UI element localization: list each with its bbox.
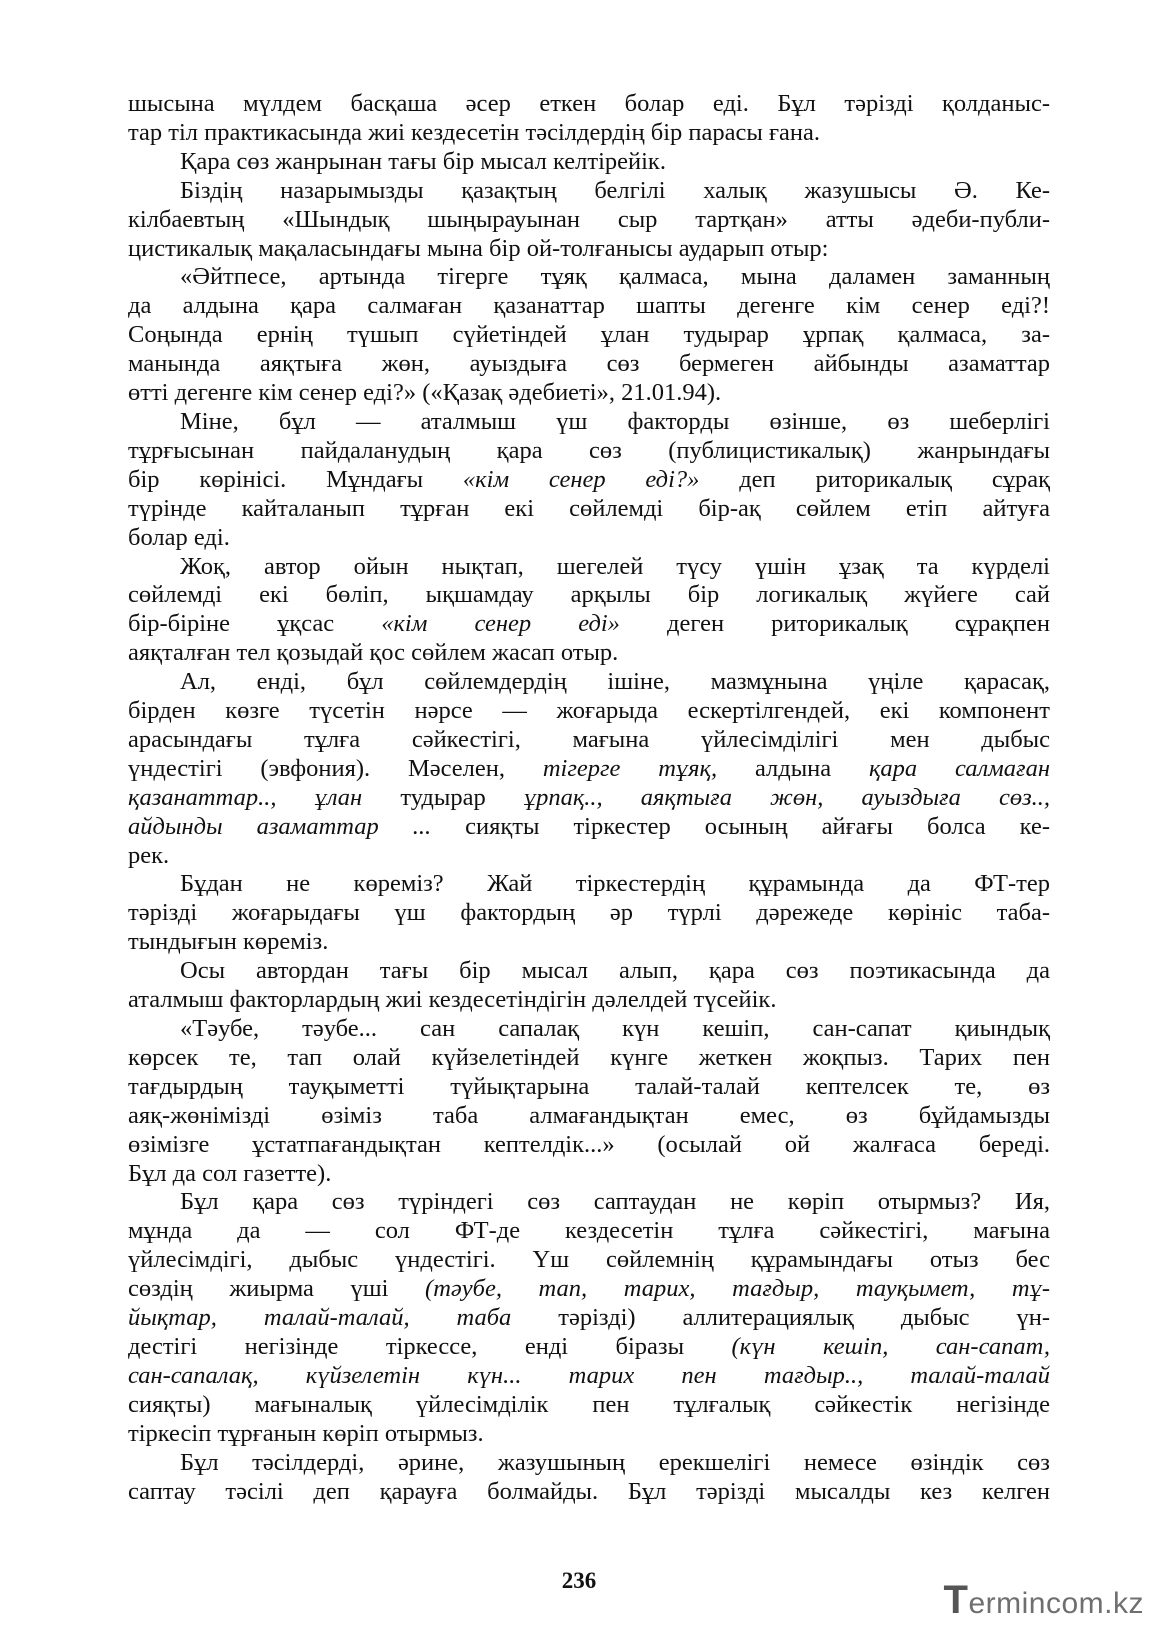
text-line: сөйлемді екі бөліп, ықшамдау арқылы бір логикалық жүйеге сай [128,581,1050,609]
page-number: 236 [561,1568,597,1593]
text-line: Бұдан не көреміз? Жай тіркестердің құрамында да ФТ-тер [180,870,1050,898]
text-line [128,610,1050,639]
quote-2 [128,1015,1050,1188]
text-line: болар еді. [128,523,230,551]
text-line: тағдырдың тауқыметті түйықтарына талай-талай кептелсек те, өз [128,1072,1050,1100]
text-line: аяқ-жөнімізді өзіміз таба алмағандықтан емес, өз бұйдамызды [128,1101,1050,1129]
italic-segment: (тәубе, тап, тарих, тағдыр, тауқымет, тұ- [425,1275,1050,1303]
text-line: «Тәубе, тәубе... сан сапалақ күн кешіп, сан-сапат қиындық [180,1015,1050,1042]
paragraph-7 [128,870,1050,957]
text-line [128,813,1050,842]
italic-segment: ұрпақ.., [523,783,603,811]
text-line: Соңында ернің түшып сүйетіндей ұлан тудырар ұрпақ қалмаса, за- [128,321,1050,349]
text-line [128,466,1050,495]
italic-segment: тігерге тұяқ, [542,754,718,782]
watermark-initial: T [943,1578,969,1622]
text-line [128,784,1050,813]
text-line: өзімізге ұстатпағандықтан кептелдік...» (осылай ой жалғаса береді. [128,1130,1050,1158]
text-segment: алдына [754,754,832,782]
paragraph-2 [128,148,1050,177]
text-line: тіркесіп тұрғанын көріп отырмыз. [128,1419,484,1447]
text-line [128,1333,1050,1362]
text-line: Осы автордан тағы бір мысал алып, қара сөз поэтикасында да [180,957,1050,985]
text-line: шысына мүлдем басқаша әсер еткен болар еді. Бұл тәрізді қолданыс- [128,90,1050,117]
text-line: Бұл да сол газетте). [128,1159,332,1187]
paragraph-5 [128,553,1050,669]
text-segment: сияқты тіркестер осының айғағы болса ке- [465,812,1050,840]
text-segment: үндестігі (эвфония). Мәселен, [128,754,506,782]
text-line: тұрғысынан пайдаланудың қара сөз (публицистикалық) жанрындағы [128,436,1050,464]
text-line: тындығын көреміз. [128,928,329,956]
text-segment: деп риторикалық сұрақ [739,465,1051,493]
paragraph-3 [128,177,1050,264]
text-line: Біздің назарымызды қазақтың белгілі халық жазушысы Ә. Ке- [180,176,1050,204]
paragraph-1 [128,90,1050,148]
text-segment: тудырар [400,783,486,811]
text-line: өтті дегенге кім сенер еді?» («Қазақ әдебиеті», 21.01.94). [128,379,722,407]
paragraph-6 [128,668,1050,870]
text-line: Жоқ, автор ойын нықтап, шегелей түсу үшін ұзақ та күрделі [180,552,1050,580]
quote-1 [128,263,1050,408]
italic-segment: айдынды азаматтар ... [128,812,432,840]
text-line: Бұл қара сөз түріндегі сөз саптаудан не көріп отырмыз? Ия, [180,1188,1050,1216]
text-segment: деген риторикалық сұрақпен [667,610,1051,638]
paragraph-8 [128,957,1050,1015]
text-segment: бір-біріне ұқсас [128,610,335,638]
italic-segment: «кім сенер еді» [381,610,620,638]
text-line [128,1304,1050,1333]
italic-segment: (күн кешіп, сан-сапат, [731,1332,1050,1360]
text-line [128,1362,1050,1391]
italic-segment: қазанаттар.., [128,783,277,811]
watermark-text: ermincom.kz [968,1587,1144,1620]
page-body-text [128,90,1050,1506]
text-line: цистикалық мақаласындағы мына бір ой-толғанысы аударып отыр: [128,234,829,262]
text-segment: тәрізді) аллитерациялық дыбыс үн- [558,1304,1050,1332]
text-line: «Әйтпесе, артында тігерге тұяқ қалмаса, мына даламен заманның [180,263,1050,291]
text-line: аяқталған тел қозыдай қос сөйлем жасап отыр. [128,639,619,667]
italic-segment: «кім сенер еді?» [462,465,700,493]
text-line: Қара сөз жанрынан тағы бір мысал келтірейік. [180,147,666,175]
text-line: мұнда да — сол ФТ-де кездесетін тұлға сәйкестігі, мағына [128,1217,1050,1245]
text-segment: дестігі негізінде тіркессе, енді біразы [128,1332,685,1360]
italic-segment: сан-сапалақ, күйзелетін күн... тарих пен тағдыр.., талай-талай [128,1361,1050,1389]
text-line: да алдына қара салмаған қазанаттар шапты дегенге кім сенер еді?! [128,292,1050,320]
text-line: аталмыш факторлардың жиі кездесетіндігін дәлелдей түсейік. [128,986,777,1014]
text-line: көрсек те, тап олай күйзелетіндей күнге жеткен жоқпыз. Тарих пен [128,1043,1050,1071]
text-line: түрінде кайталанып тұрған екі сөйлемді бір-ақ сөйлем етіп айтуға [128,494,1050,522]
text-segment: бір көрінісі. Мұндағы [128,465,424,493]
text-line: бірден көзге түсетін нәрсе — жоғарыда ескертілгендей, екі компонент [128,697,1050,725]
text-line [128,755,1050,784]
paragraph-4 [128,408,1050,553]
text-line: саптау тәсілі деп қарауға болмайды. Бұл тәрізді мысалды кез келген [128,1477,1050,1505]
text-line: арасындағы тұлға сәйкестігі, мағына үйлесімділігі мен дыбыс [128,725,1050,753]
text-line: Бұл тәсілдерді, әрине, жазушының ерекшелігі немесе өзіндік сөз [180,1448,1050,1476]
text-line: тәрізді жоғарыдағы үш фактордың әр түрлі дәрежеде көрініс таба- [128,899,1050,927]
text-line: рек. [128,841,170,869]
italic-segment: қара салмаған [868,754,1050,782]
text-line: манында аяқтыға жөн, ауыздыға сөз бермеген айбынды азаматтар [128,350,1050,378]
text-segment: сөздің жиырма үші [128,1275,389,1303]
text-line: Ал, енді, бұл сөйлемдердің ішіне, мазмұнына үңіле қарасақ, [180,668,1050,696]
paragraph-10 [128,1449,1050,1507]
italic-segment: йықтар, талай-талай, таба [128,1304,512,1332]
text-line: тар тіл практикасында жиі кездесетін тәсілдердің бір парасы ғана. [128,118,821,146]
text-line: Міне, бұл — аталмыш үш факторды өзінше, өз шеберлігі [180,407,1050,435]
italic-segment: ұлан [314,783,363,811]
text-line [128,1275,1050,1304]
watermark-logo [944,1578,1144,1623]
text-line: кілбаевтың «Шындық шыңырауынан сыр тартқан» атты әдеби-публи- [128,205,1050,233]
text-line: үйлесімдігі, дыбыс үндестігі. Үш сөйлемнің құрамындағы отыз бес [128,1246,1050,1274]
italic-segment: аяқтыға жөн, ауыздыға сөз.., [640,783,1051,811]
paragraph-9 [128,1188,1050,1448]
text-line: сияқты) мағыналық үйлесімділік пен тұлғалық сәйкестік негізінде [128,1390,1050,1418]
